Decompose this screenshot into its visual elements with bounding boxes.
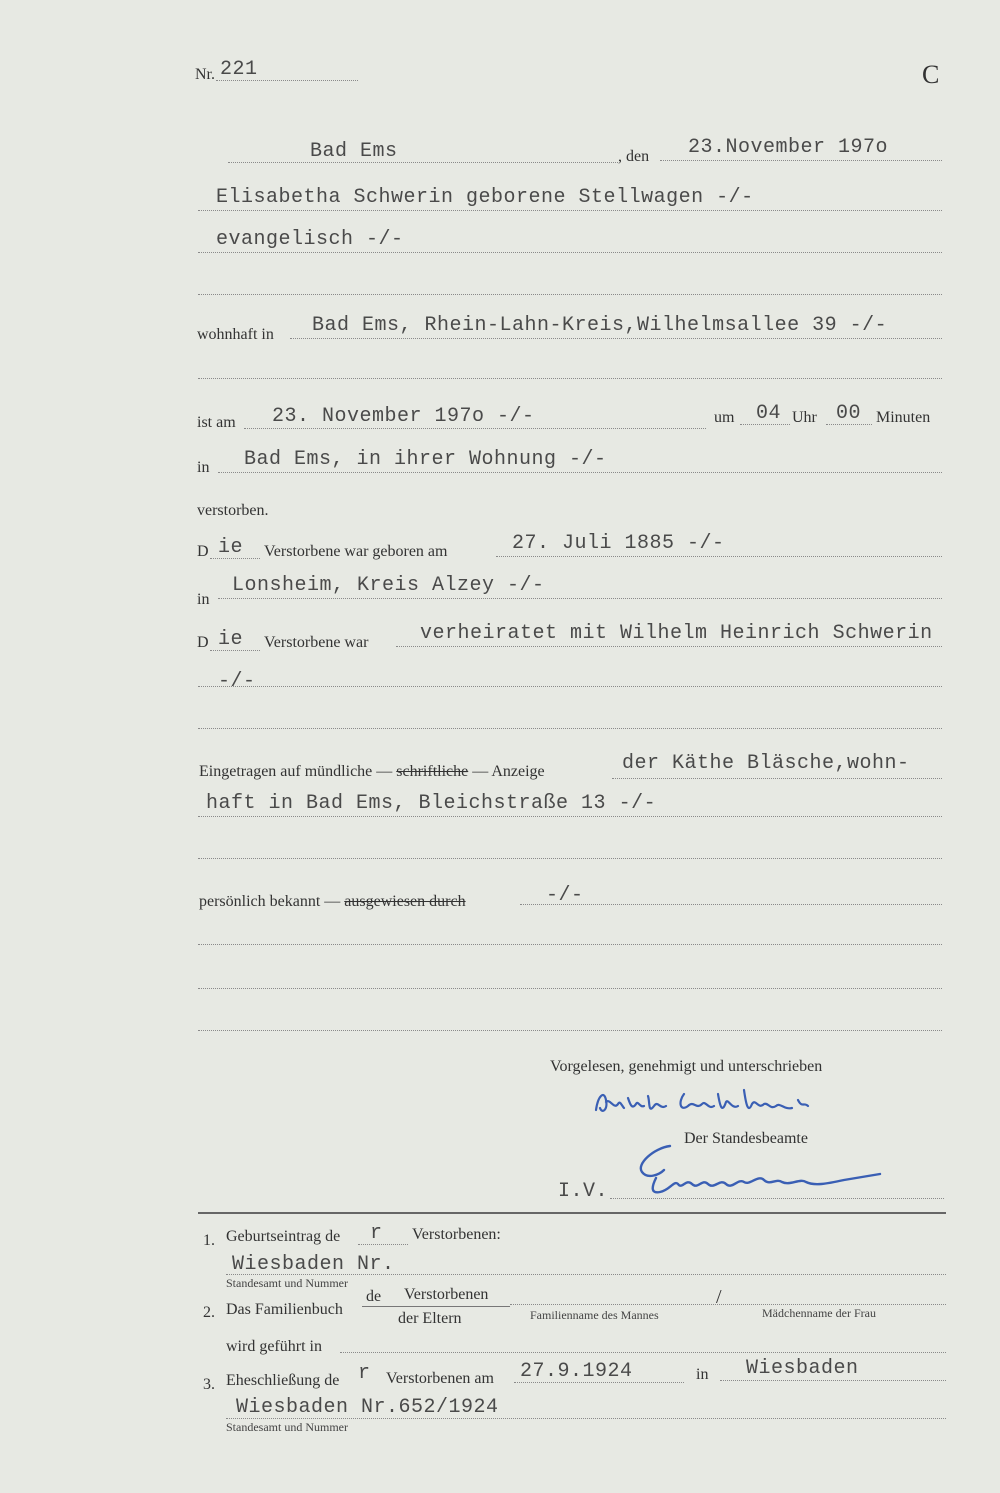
- item-2-de: de: [366, 1288, 382, 1305]
- form-letter: C: [922, 60, 940, 89]
- item-3-label: Eheschließung de: [226, 1372, 340, 1389]
- divider: [198, 252, 942, 253]
- ist-am-label: ist am: [197, 414, 236, 431]
- divider: [496, 556, 942, 557]
- divider: [198, 944, 942, 945]
- item-2-label: Das Familienbuch: [226, 1301, 343, 1318]
- read-approved-text: Vorgelesen, genehmigt und unterschrieben: [550, 1058, 823, 1075]
- divider: [358, 1244, 408, 1245]
- marriage-date: 27.9.1924: [520, 1360, 633, 1383]
- registration-date: 23.November 197o: [688, 136, 889, 159]
- divider: [216, 80, 358, 81]
- divider: [198, 294, 942, 295]
- divider: [210, 558, 260, 559]
- geboren-label: Verstorbene war geboren am: [264, 543, 448, 560]
- divider: [510, 1304, 946, 1305]
- in-label: in: [197, 591, 210, 608]
- divider: [826, 424, 872, 425]
- divider: [520, 904, 942, 905]
- divider: [226, 1274, 946, 1275]
- item-1-suffix: r: [370, 1222, 383, 1245]
- divider: [290, 338, 942, 339]
- identity-value: -/-: [546, 884, 584, 907]
- item-2-option-parents: der Eltern: [398, 1310, 462, 1327]
- identity-label: persönlich bekannt — ausgewiesen durch: [199, 893, 466, 910]
- death-place: Bad Ems, in ihrer Wohnung -/-: [244, 448, 607, 471]
- slash-separator: /: [716, 1286, 722, 1308]
- item-2-option-deceased: Verstorbenen: [404, 1286, 489, 1303]
- birth-date: 27. Juli 1885 -/-: [512, 532, 725, 555]
- um-label: um: [714, 409, 735, 426]
- caption-husband-surname: Familienname des Mannes: [530, 1308, 659, 1322]
- residence-label: wohnhaft in: [197, 326, 274, 343]
- deceased-name: Elisabetha Schwerin geborene Stellwagen -/-: [216, 186, 754, 209]
- divider: [198, 210, 942, 211]
- minuten-label: Minuten: [876, 409, 931, 426]
- informant-signature: [588, 1080, 858, 1128]
- divider: [514, 1382, 684, 1383]
- item-3-number: 3.: [203, 1376, 215, 1393]
- divider: [218, 598, 942, 599]
- divider: [198, 378, 942, 379]
- divider: [362, 1306, 510, 1307]
- divider: [612, 778, 942, 779]
- in-label: in: [197, 459, 210, 476]
- article: ie: [218, 628, 244, 651]
- d-label: D: [197, 634, 209, 651]
- marriage-place: Wiesbaden: [746, 1357, 859, 1380]
- marriage-register-entry: Wiesbaden Nr.652/1924: [236, 1396, 499, 1419]
- iv-label: I.V.: [558, 1180, 609, 1203]
- item-3-label-mid: Verstorbenen am: [386, 1370, 494, 1387]
- article: ie: [218, 536, 244, 559]
- war-label: Verstorbene war: [264, 634, 369, 651]
- item-2-number: 2.: [203, 1304, 215, 1321]
- religion: evangelisch -/-: [216, 228, 404, 251]
- marital-status-continued: -/-: [218, 670, 256, 693]
- informant: der Käthe Bläsche,wohn-: [622, 752, 910, 775]
- divider: [660, 160, 942, 161]
- divider: [720, 1380, 946, 1381]
- registration-label: Eingetragen auf mündliche — schriftliche — Anzeige: [199, 763, 545, 780]
- divider: [198, 686, 942, 687]
- caption-registry-office: Standesamt und Nummer: [226, 1420, 348, 1434]
- registrar-signature: [630, 1134, 900, 1204]
- divider: [198, 816, 942, 817]
- divider: [198, 1030, 942, 1031]
- divider: [226, 1418, 946, 1419]
- item-1-label-end: Verstorbenen:: [412, 1226, 501, 1243]
- birth-register-entry: Wiesbaden Nr.: [232, 1253, 395, 1276]
- caption-registry-office: Standesamt und Nummer: [226, 1276, 348, 1290]
- footer-separator: [198, 1212, 946, 1214]
- divider: [210, 650, 260, 651]
- signature-line: [610, 1198, 944, 1199]
- item-2-kept-in-label: wird geführt in: [226, 1338, 322, 1355]
- verstorben-label: verstorben.: [197, 502, 269, 519]
- death-hour: 04: [756, 402, 782, 425]
- residence-value: Bad Ems, Rhein-Lahn-Kreis,Wilhelmsallee 39 -/-: [312, 314, 888, 337]
- item-1-label: Geburtseintrag de: [226, 1228, 341, 1245]
- divider: [198, 858, 942, 859]
- divider: [218, 472, 942, 473]
- divider: [396, 646, 942, 647]
- divider: [340, 1352, 946, 1353]
- item-3-suffix: r: [358, 1362, 371, 1385]
- death-date: 23. November 197o -/-: [272, 405, 535, 428]
- divider: [228, 162, 618, 163]
- item-1-number: 1.: [203, 1232, 215, 1249]
- den-label: , den: [618, 148, 650, 165]
- registrar-label: Der Standesbeamte: [684, 1130, 808, 1147]
- item-3-in-label: in: [696, 1366, 709, 1383]
- divider: [198, 988, 942, 989]
- informant-address: haft in Bad Ems, Bleichstraße 13 -/-: [206, 792, 657, 815]
- marital-status: verheiratet mit Wilhelm Heinrich Schwerin: [420, 622, 933, 645]
- nr-label: Nr.: [195, 66, 215, 83]
- record-number: 221: [220, 58, 258, 81]
- caption-wife-maiden-name: Mädchenname der Frau: [762, 1306, 876, 1320]
- divider: [198, 728, 942, 729]
- place-of-registration: Bad Ems: [310, 140, 398, 163]
- death-minutes: 00: [836, 402, 862, 425]
- birth-place: Lonsheim, Kreis Alzey -/-: [232, 574, 545, 597]
- divider: [740, 424, 790, 425]
- uhr-label: Uhr: [792, 409, 817, 426]
- d-label: D: [197, 543, 209, 560]
- divider: [244, 428, 706, 429]
